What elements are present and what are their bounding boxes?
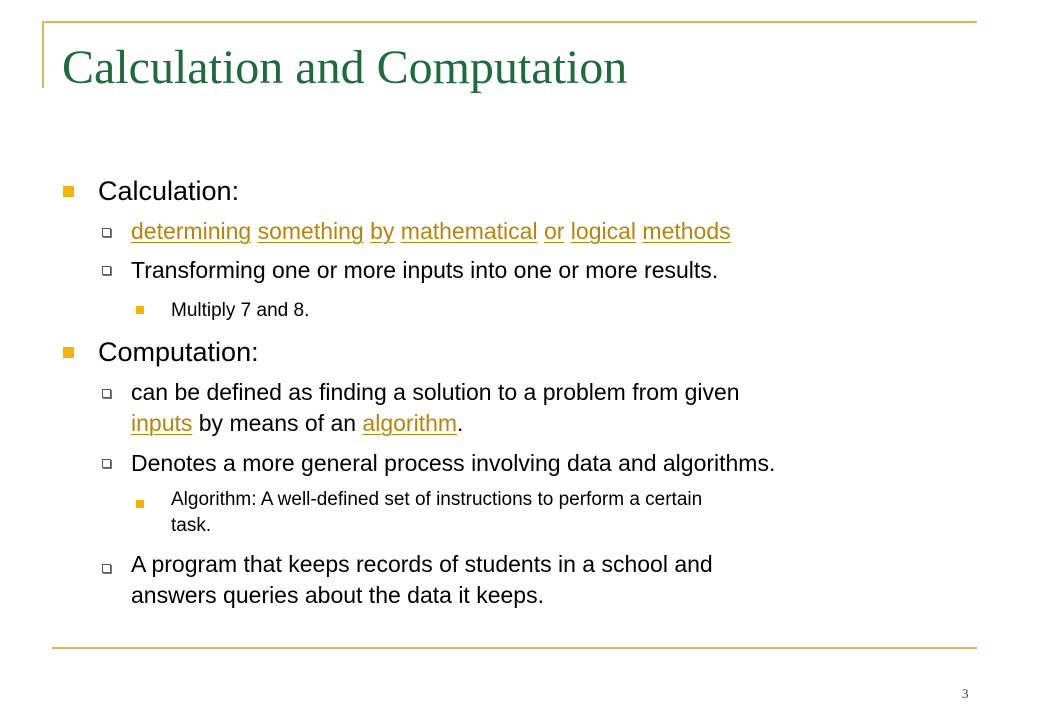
frame-top-rule [42, 21, 977, 23]
bullet-box-icon [102, 564, 111, 573]
bullet-box-icon [102, 228, 111, 237]
calculation-definition [131, 216, 731, 247]
link-something[interactable]: something [257, 218, 364, 244]
calculation-heading: Calculation: [98, 176, 240, 206]
link-logical[interactable]: logical [570, 218, 637, 244]
bullet-box-icon [102, 389, 111, 398]
computation-definition-line1: can be defined as finding a solution to a problem from given [131, 379, 740, 405]
link-algorithm[interactable]: algorithm [362, 410, 458, 436]
computation-definition-line2 [131, 408, 463, 439]
computation-point-general: Denotes a more general process involving data and algorithms. [131, 450, 776, 476]
link-mathematical[interactable]: mathematical [400, 218, 538, 244]
link-determining[interactable]: determining [131, 218, 252, 244]
frame-left-rule [42, 21, 44, 88]
link-methods[interactable]: methods [642, 218, 731, 244]
bullet-square-icon [63, 186, 74, 197]
footer-rule [52, 647, 977, 649]
bullet-square-icon [136, 500, 144, 508]
page-number: 3 [962, 686, 969, 701]
bullet-square-icon [63, 347, 74, 358]
calculation-point-transform: Transforming one or more inputs into one or more results. [131, 257, 719, 283]
computation-example-line2: answers queries about the data it keeps. [131, 582, 544, 608]
computation-heading: Computation: [98, 337, 259, 367]
slide-title: Calculation and Computation [62, 41, 628, 94]
algorithm-definition-line2: task. [171, 515, 212, 536]
computation-definition-end: . [457, 410, 464, 436]
calculation-example: Multiply 7 and 8. [171, 300, 310, 321]
bullet-box-icon [102, 266, 111, 275]
link-by[interactable]: by [370, 218, 395, 244]
link-or[interactable]: or [543, 218, 565, 244]
bullet-box-icon [102, 459, 111, 468]
computation-definition-mid: by means of an [192, 410, 363, 436]
algorithm-definition-line1: Algorithm: A well-defined set of instructions to perform a certain [171, 489, 703, 510]
bullet-square-icon [136, 306, 144, 314]
computation-example-line1: A program that keeps records of students in a school and [131, 551, 713, 577]
link-inputs[interactable]: inputs [131, 410, 193, 436]
